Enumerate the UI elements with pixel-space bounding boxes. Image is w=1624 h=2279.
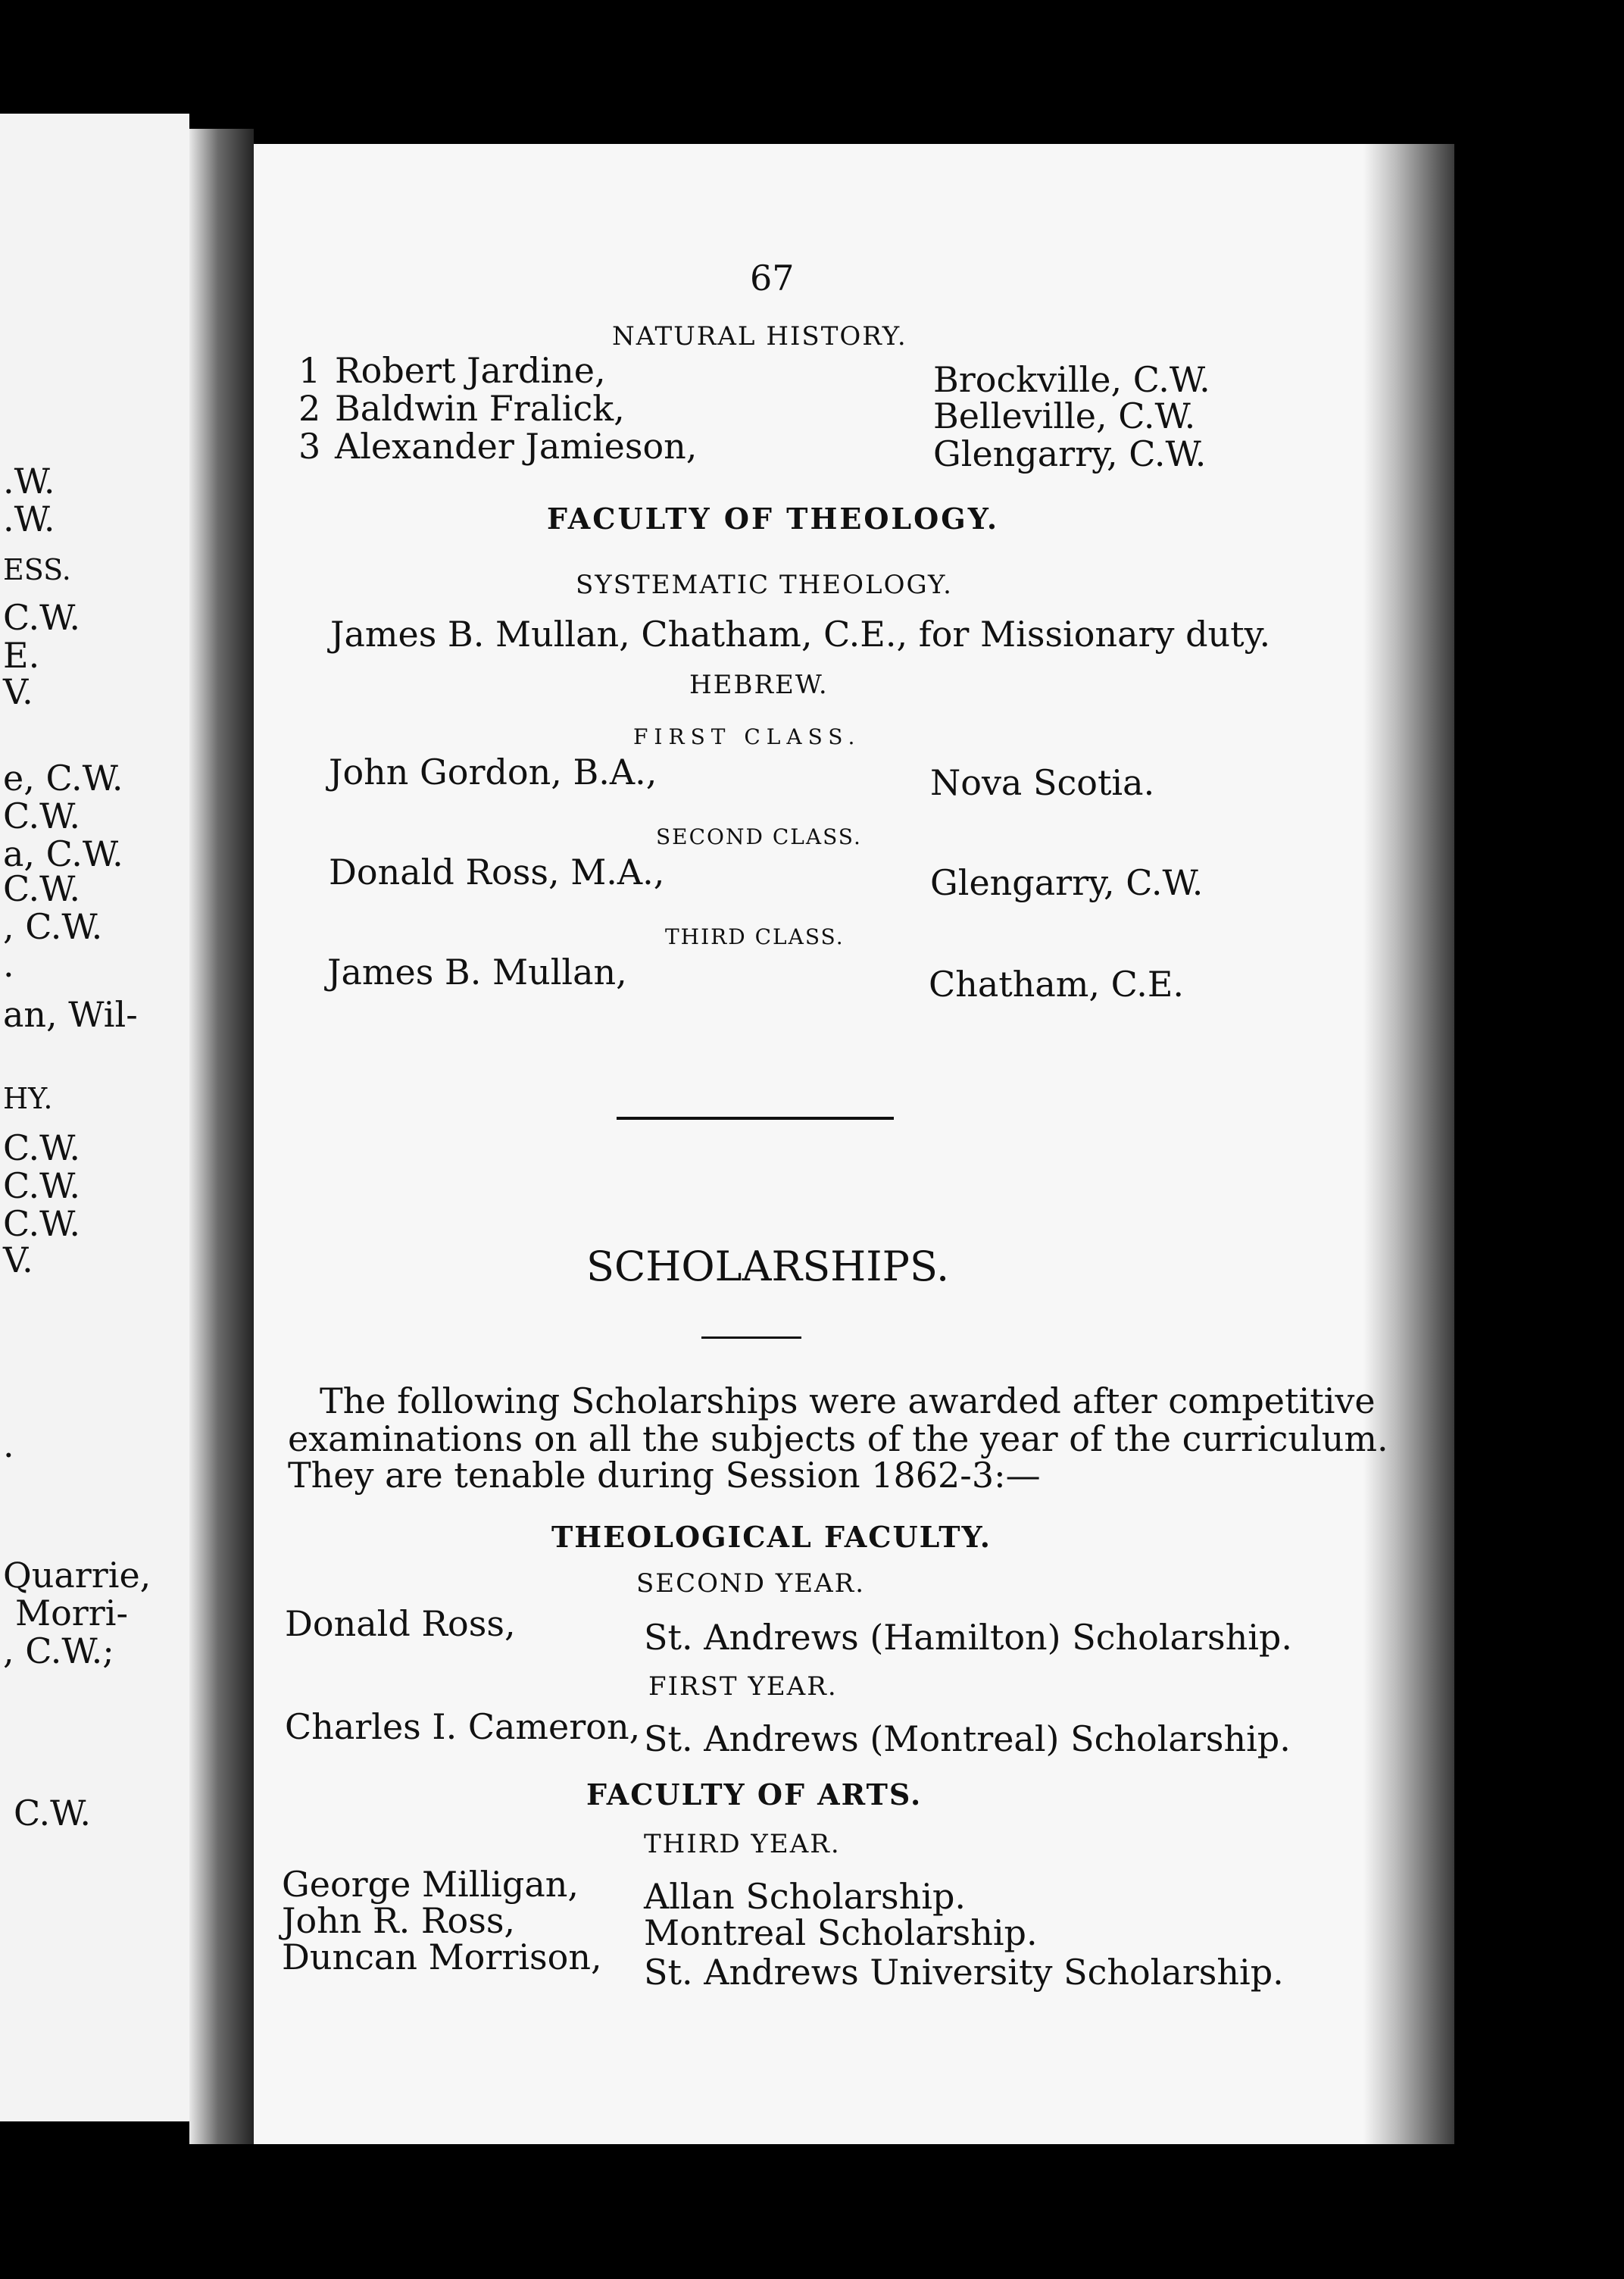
- student-name: Baldwin Fralick,: [335, 388, 625, 429]
- left-fragment: C.W.: [3, 1165, 81, 1206]
- systematic-line: James B. Mullan, Chatham, C.E., for Missionary duty.: [330, 614, 1271, 655]
- left-fragment: HY.: [3, 1082, 53, 1115]
- faculty-heading: FACULTY OF THEOLOGY.: [547, 502, 1000, 536]
- left-fragment: , C.W.;: [3, 1630, 114, 1671]
- book-gutter: [189, 129, 254, 2144]
- left-fragment: .W.: [3, 499, 55, 539]
- student-place: Nova Scotia.: [930, 762, 1155, 803]
- scholarship-award: St. Andrews University Scholarship.: [644, 1952, 1284, 1993]
- scholarship-award: St. Andrews (Hamilton) Scholarship.: [644, 1617, 1292, 1658]
- student-name: Donald Ross, M.A.,: [329, 852, 665, 893]
- left-fragment: C.W.: [14, 1793, 92, 1834]
- rank-number: 3: [298, 426, 321, 467]
- student-name: John Gordon, B.A.,: [329, 752, 657, 792]
- intro-line: They are tenable during Session 1862-3:—: [288, 1455, 1041, 1496]
- class-heading: FIRST CLASS.: [633, 724, 861, 749]
- left-fragment: V.: [3, 1240, 33, 1280]
- left-fragment: , C.W.: [3, 906, 103, 947]
- left-fragment: ESS.: [3, 553, 71, 586]
- subject-heading: HEBREW.: [689, 670, 829, 700]
- scholarship-award: Montreal Scholarship.: [644, 1912, 1038, 1953]
- student-place: Chatham, C.E.: [929, 964, 1185, 1005]
- intro-line: The following Scholarships were awarded after competitive: [320, 1380, 1376, 1421]
- student-name: Donald Ross,: [285, 1603, 516, 1644]
- year-heading: SECOND YEAR.: [636, 1568, 866, 1599]
- left-fragment: a, C.W.: [3, 833, 123, 874]
- year-heading: THIRD YEAR.: [644, 1829, 841, 1859]
- left-fragment: .W.: [3, 461, 55, 502]
- subject-heading: SYSTEMATIC THEOLOGY.: [576, 570, 953, 600]
- page-number: 67: [750, 258, 795, 299]
- left-fragment: Morri-: [15, 1593, 129, 1633]
- student-name: John R. Ross,: [282, 1900, 516, 1941]
- student-name: Alexander Jamieson,: [335, 426, 698, 467]
- scholarships-title: SCHOLARSHIPS.: [586, 1243, 950, 1290]
- left-fragment: Quarrie,: [3, 1555, 151, 1596]
- student-place: Glengarry, C.W.: [930, 862, 1204, 903]
- rank-number: 2: [298, 388, 321, 429]
- section-heading: NATURAL HISTORY.: [612, 321, 907, 352]
- student-place: Glengarry, C.W.: [933, 433, 1207, 474]
- left-fragment: C.W.: [3, 1203, 81, 1244]
- left-fragment: C.W.: [3, 1127, 81, 1168]
- scholarship-award: Allan Scholarship.: [644, 1876, 967, 1917]
- student-place: Brockville, C.W.: [933, 359, 1210, 400]
- page-edge: [1363, 144, 1454, 2144]
- left-fragment: an, Wil-: [3, 994, 138, 1035]
- left-fragment: V.: [3, 671, 33, 712]
- faculty-heading: FACULTY OF ARTS.: [586, 1777, 923, 1812]
- class-heading: THIRD CLASS.: [665, 924, 845, 949]
- left-fragment: C.W.: [3, 597, 81, 638]
- faculty-heading: THEOLOGICAL FACULTY.: [551, 1520, 992, 1554]
- left-fragment: e, C.W.: [3, 758, 123, 799]
- student-name: Robert Jardine,: [335, 350, 606, 391]
- class-heading: SECOND CLASS.: [656, 824, 862, 849]
- scholarship-award: St. Andrews (Montreal) Scholarship.: [644, 1718, 1291, 1759]
- left-fragment: C.W.: [3, 796, 81, 836]
- student-name: George Milligan,: [282, 1864, 579, 1905]
- student-place: Belleville, C.W.: [933, 395, 1196, 436]
- rank-number: 1: [298, 350, 321, 391]
- student-name: James B. Mullan,: [327, 952, 627, 993]
- left-fragment: .: [3, 944, 14, 985]
- intro-line: examinations on all the subjects of the year of the curriculum.: [288, 1418, 1388, 1459]
- left-fragment: E.: [3, 635, 40, 676]
- title-rule: [701, 1336, 801, 1339]
- left-fragment: .: [3, 1424, 14, 1465]
- student-name: Charles I. Cameron,: [285, 1706, 641, 1747]
- student-name: Duncan Morrison,: [282, 1937, 602, 1977]
- year-heading: FIRST YEAR.: [648, 1671, 838, 1702]
- left-fragment: C.W.: [3, 868, 81, 909]
- section-divider: [617, 1117, 894, 1120]
